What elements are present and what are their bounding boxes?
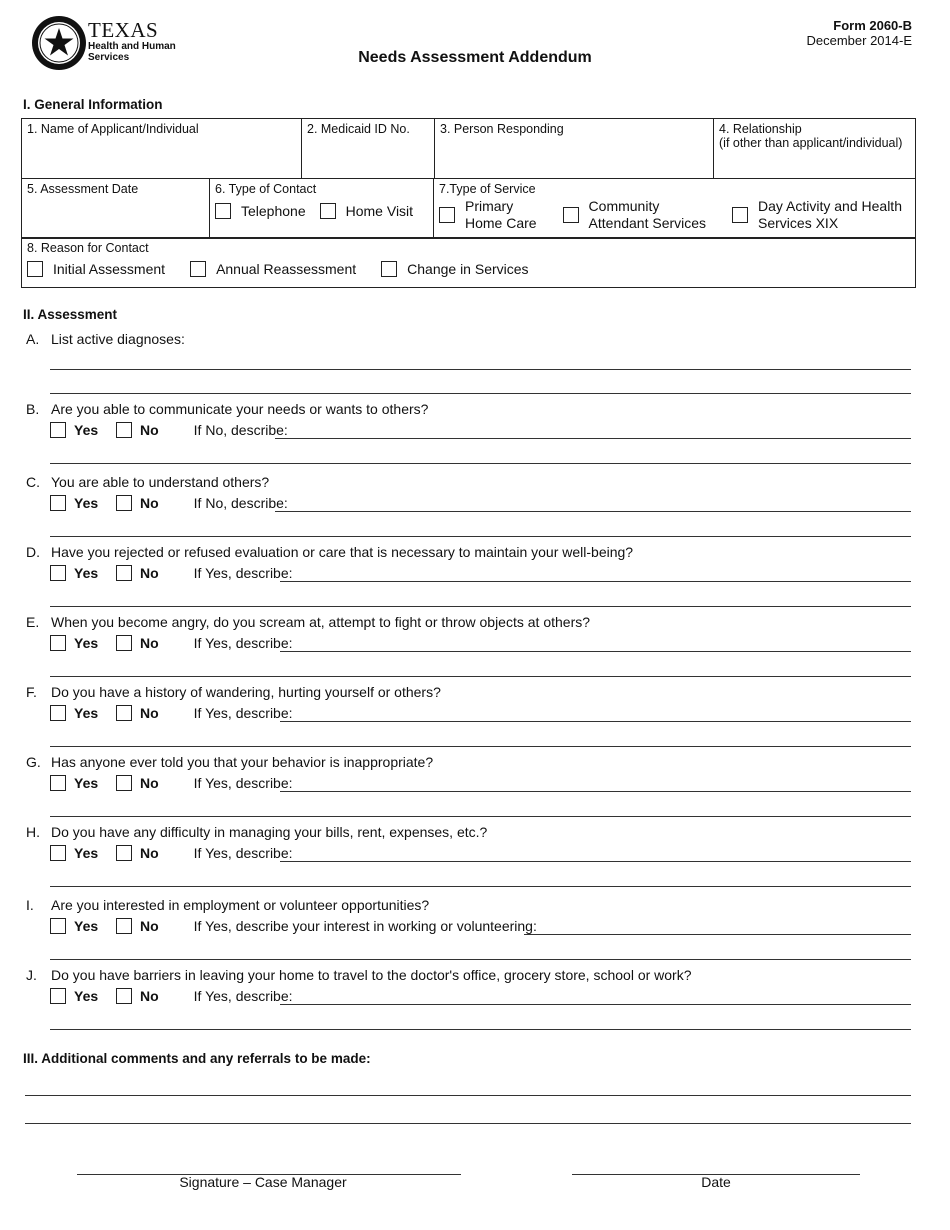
yes-label: Yes [74,845,99,861]
describe-label: If Yes, describe: [193,565,293,581]
person-responding-field[interactable] [435,119,714,179]
relationship-field[interactable] [714,119,916,179]
question-text: When you become angry, do you scream at, attempt to fight or throw objects at others? [51,614,591,630]
question-text: Do you have a history of wandering, hurting yourself or others? [51,684,441,700]
describe-line-g[interactable] [280,791,911,792]
assessment-date-field[interactable] [22,179,210,239]
no-checkbox[interactable] [116,988,132,1004]
field4-sublabel: (if other than applicant/individual) [719,136,903,150]
type-of-contact-cell [210,179,434,239]
yes-label: Yes [74,565,99,581]
question-f [26,684,441,700]
question-letter: J. [26,967,37,983]
field4-label: 4. Relationship [719,122,802,136]
question-i [26,897,429,913]
answer-row-e [50,635,293,651]
no-label: No [140,918,159,934]
answer-row-j [50,988,293,1004]
no-checkbox[interactable] [116,565,132,581]
no-checkbox[interactable] [116,918,132,934]
comments-line-1[interactable] [25,1095,911,1096]
page-title: Needs Assessment Addendum [358,49,592,66]
telephone-checkbox[interactable] [215,203,231,219]
answer-row-h [50,845,293,861]
describe-label: If Yes, describe: [193,988,293,1004]
type-of-service-cell [434,179,916,239]
question-text: You are able to understand others? [51,474,270,490]
question-letter: I. [26,897,34,913]
yes-checkbox[interactable] [50,988,66,1004]
describe-line-d[interactable] [280,581,911,582]
describe-line-f[interactable] [280,721,911,722]
question-d [26,544,633,560]
medicaid-id-field[interactable] [302,119,435,179]
contact-option-home-visit[interactable]: Home Visit [320,203,413,219]
field1-label: 1. Name of Applicant/Individual [27,122,199,136]
logo-line2: Services [88,52,130,63]
describe-line-e[interactable] [280,651,911,652]
day-activity-checkbox[interactable] [732,207,748,223]
form-number: Form 2060-B [833,18,912,33]
describe-label: If Yes, describe your interest in working or volunteering: [193,918,537,934]
no-label: No [140,495,159,511]
question-a [26,331,185,347]
reason-table [21,237,916,288]
question-e [26,614,590,630]
service-option-primary-home-care[interactable]: Primary Home Care [439,198,537,232]
question-g [26,754,433,770]
question-text: Are you able to communicate your needs or wants to others? [51,401,429,417]
question-letter: F. [26,684,37,700]
describe-line-2-c[interactable] [50,536,911,537]
section2-heading: II. Assessment [23,307,118,322]
yes-label: Yes [74,495,99,511]
diagnoses-line-1[interactable] [50,369,911,370]
question-letter: G. [26,754,41,770]
comments-line-2[interactable] [25,1123,911,1124]
yes-label: Yes [74,918,99,934]
section1-heading: I. General Information [23,97,163,112]
describe-line-j[interactable] [280,1004,911,1005]
no-checkbox[interactable] [116,845,132,861]
yes-checkbox[interactable] [50,565,66,581]
no-checkbox[interactable] [116,495,132,511]
describe-line-c[interactable] [275,511,911,512]
question-a-text: List active diagnoses: [51,331,185,347]
yes-label: Yes [74,988,99,1004]
contact-service-table [21,178,916,239]
no-label: No [140,705,159,721]
describe-line-2-g[interactable] [50,816,911,817]
annual-reassessment-checkbox[interactable] [190,261,206,277]
primary-home-care-checkbox[interactable] [439,207,455,223]
no-checkbox[interactable] [116,705,132,721]
question-j [26,967,692,983]
describe-line-b[interactable] [275,438,911,439]
question-letter: D. [26,544,40,560]
no-label: No [140,845,159,861]
field7-label: 7.Type of Service [439,182,536,196]
no-checkbox[interactable] [116,422,132,438]
no-label: No [140,565,159,581]
yes-checkbox[interactable] [50,845,66,861]
field2-label: 2. Medicaid ID No. [307,122,410,136]
question-text: Are you interested in employment or volunteer opportunities? [51,897,430,913]
change-in-services-checkbox[interactable] [381,261,397,277]
describe-line-2-i[interactable] [50,959,911,960]
no-label: No [140,422,159,438]
service-option-day-activity[interactable]: Day Activity and Health Services XIX [732,198,902,232]
service-option-community-attendant[interactable]: Community Attendant Services [563,198,707,232]
question-letter: C. [26,474,40,490]
describe-line-2-h[interactable] [50,886,911,887]
general-info-table [21,118,916,179]
describe-line-2-d[interactable] [50,606,911,607]
question-text: Do you have barriers in leaving your home to travel to the doctor's office, grocery store, school or work? [51,967,692,983]
answer-row-g [50,775,293,791]
no-label: No [140,988,159,1004]
question-b [26,401,428,417]
yes-checkbox[interactable] [50,775,66,791]
date-label: Date [701,1174,731,1190]
answer-row-b [50,422,288,438]
question-letter: B. [26,401,40,417]
yes-label: Yes [74,775,99,791]
reason-option-initial[interactable]: Initial Assessment [27,261,165,277]
yes-checkbox[interactable] [50,705,66,721]
logo-line1: Health and Human [88,41,176,52]
form-date: December 2014-E [806,33,912,48]
yes-checkbox[interactable] [50,495,66,511]
field3-label: 3. Person Responding [440,122,564,136]
describe-line-2-b[interactable] [50,463,911,464]
question-text: Have you rejected or refused evaluation or care that is necessary to maintain your well-being? [51,544,634,560]
describe-line-h[interactable] [280,861,911,862]
describe-line-2-f[interactable] [50,746,911,747]
describe-label: If No, describe: [193,495,288,511]
no-label: No [140,635,159,651]
describe-label: If Yes, describe: [193,845,293,861]
yes-checkbox[interactable] [50,918,66,934]
no-checkbox[interactable] [116,775,132,791]
answer-row-d [50,565,293,581]
describe-label: If Yes, describe: [193,635,293,651]
question-h [26,824,487,840]
no-checkbox[interactable] [116,635,132,651]
yes-label: Yes [74,422,99,438]
describe-label: If No, describe: [193,422,288,438]
yes-checkbox[interactable] [50,635,66,651]
no-label: No [140,775,159,791]
question-text: Has anyone ever told you that your behavior is inappropriate? [51,754,434,770]
reason-for-contact-cell [22,238,916,288]
yes-checkbox[interactable] [50,422,66,438]
describe-label: If Yes, describe: [193,775,293,791]
contact-option-telephone[interactable]: Telephone [215,203,306,219]
community-attendant-checkbox[interactable] [563,207,579,223]
describe-line-2-j[interactable] [50,1029,911,1030]
yes-label: Yes [74,635,99,651]
initial-assessment-checkbox[interactable] [27,261,43,277]
describe-label: If Yes, describe: [193,705,293,721]
signature-label: Signature – Case Manager [179,1174,347,1190]
answer-row-c [50,495,288,511]
yes-label: Yes [74,705,99,721]
home-visit-checkbox[interactable] [320,203,336,219]
question-letter: E. [26,614,40,630]
form-number-block [807,18,913,48]
field8-label: 8. Reason for Contact [27,241,149,255]
answer-row-f [50,705,293,721]
reason-option-annual[interactable]: Annual Reassessment [190,261,356,277]
section3-heading: III. Additional comments and any referrals to be made: [23,1051,371,1066]
question-a-letter: A. [26,331,40,347]
answer-row-i [50,918,537,934]
describe-line-i[interactable] [524,934,911,935]
diagnoses-line-2[interactable] [50,393,911,394]
describe-line-2-e[interactable] [50,676,911,677]
reason-option-change[interactable]: Change in Services [381,261,528,277]
applicant-name-field[interactable] [22,119,302,179]
question-text: Do you have any difficulty in managing your bills, rent, expenses, etc.? [51,824,488,840]
logo-texas: TEXAS [88,18,159,42]
question-letter: H. [26,824,40,840]
question-c [26,474,269,490]
field5-label: 5. Assessment Date [27,182,139,196]
field6-label: 6. Type of Contact [215,182,317,196]
